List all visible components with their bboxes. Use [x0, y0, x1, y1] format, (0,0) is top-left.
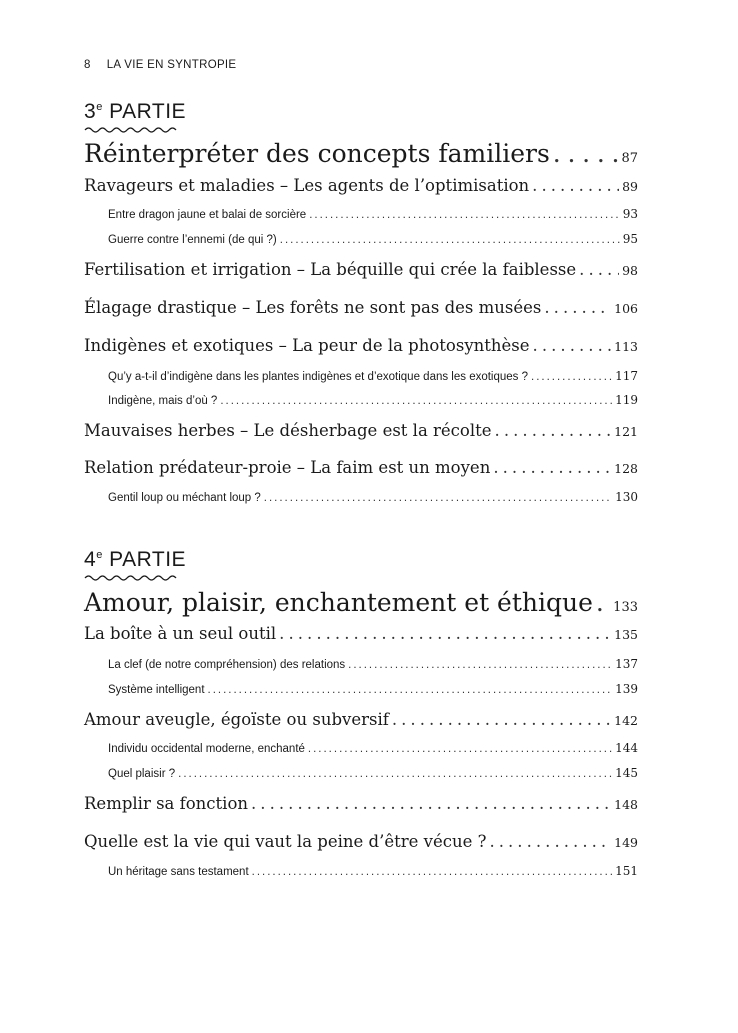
dot-leader — [579, 260, 619, 279]
entry-page: 133 — [613, 600, 638, 615]
dot-leader — [533, 336, 612, 355]
entry-title: Remplir sa fonction — [84, 794, 249, 813]
entry-page: 113 — [614, 339, 638, 354]
dot-leader — [309, 209, 620, 221]
entry-page: 145 — [615, 766, 638, 780]
toc-section-entry[interactable] — [108, 741, 638, 755]
entry-title: Système intelligent — [108, 684, 205, 696]
part-4-number: 4 — [84, 548, 97, 571]
entry-page: 130 — [615, 490, 638, 504]
entry-title: Amour aveugle, égoïste ou subversif — [84, 710, 389, 729]
entry-page: 119 — [615, 393, 638, 407]
entry-page: 98 — [622, 263, 638, 278]
toc-section-entry[interactable] — [108, 490, 638, 504]
dot-leader — [208, 684, 613, 696]
dot-leader — [493, 458, 611, 477]
entry-title: Quelle est la vie qui vaut la peine d’être vécue ? — [84, 832, 487, 851]
toc-chapter-entry[interactable] — [84, 794, 638, 813]
part-3-number: 3 — [84, 100, 97, 123]
part-4-word: PARTIE — [109, 548, 187, 571]
entry-page: 148 — [614, 797, 638, 812]
toc-section-entry[interactable] — [108, 657, 638, 671]
toc-section-entry[interactable] — [108, 369, 638, 383]
toc-part-title[interactable] — [84, 139, 638, 168]
entry-title: Indigène, mais d’où ? — [108, 395, 218, 407]
entry-title: Réinterpréter des concepts familiers — [84, 139, 550, 168]
entry-page: 87 — [621, 151, 638, 166]
entry-page: 149 — [614, 835, 638, 850]
dot-leader — [392, 710, 611, 729]
part-4-label — [84, 548, 186, 572]
dot-leader — [279, 624, 611, 643]
entry-title: Fertilisation et irrigation – La béquille qui crée la faiblesse — [84, 260, 577, 279]
toc-chapter-entry[interactable] — [84, 421, 638, 440]
entry-page: 139 — [615, 682, 638, 696]
entry-page: 121 — [614, 424, 638, 439]
entry-title: Gentil loup ou méchant loup ? — [108, 492, 261, 504]
page-number: 8 — [84, 59, 91, 71]
dot-leader — [220, 395, 612, 407]
entry-page: 144 — [615, 741, 638, 755]
entry-title: Guerre contre l’ennemi (de qui ?) — [108, 234, 277, 246]
entry-title: Amour, plaisir, enchantement et éthique — [84, 588, 593, 617]
toc-chapter-entry[interactable] — [84, 832, 638, 851]
toc-chapter-entry[interactable] — [84, 336, 638, 355]
part-3-word: PARTIE — [109, 100, 187, 123]
toc-chapter-entry[interactable] — [84, 624, 638, 643]
dot-leader — [495, 421, 612, 440]
entry-title: Un héritage sans testament — [108, 866, 249, 878]
dot-leader — [544, 298, 611, 317]
part-4-ordinal-suffix: e — [96, 549, 103, 561]
entry-page: 128 — [614, 461, 638, 476]
dot-leader — [178, 768, 612, 780]
entry-page: 89 — [622, 179, 638, 194]
running-head — [84, 59, 236, 71]
entry-title: Relation prédateur-proie – La faim est un moyen — [84, 458, 491, 477]
wave-ornament-icon — [84, 126, 178, 134]
toc-chapter-entry[interactable] — [84, 298, 638, 317]
entry-page: 135 — [614, 627, 638, 642]
book-title: LA VIE EN SYNTROPIE — [106, 59, 237, 71]
entry-title: La clef (de notre compréhension) des relations — [108, 659, 346, 671]
part-3-heading — [84, 100, 186, 134]
entry-page: 151 — [615, 864, 638, 878]
dot-leader — [489, 832, 611, 851]
toc-section-entry[interactable] — [108, 682, 638, 696]
dot-leader — [348, 659, 612, 671]
part-3-ordinal-suffix: e — [96, 101, 103, 113]
entry-title: Élagage drastique – Les forêts ne sont pas des musées — [84, 298, 542, 317]
entry-page: 95 — [622, 232, 638, 246]
dot-leader — [251, 794, 611, 813]
toc-section-entry[interactable] — [108, 766, 638, 780]
dot-leader — [280, 234, 620, 246]
entry-page: 137 — [615, 657, 638, 671]
entry-title: Indigènes et exotiques – La peur de la photosynthèse — [84, 336, 530, 355]
entry-page: 93 — [622, 207, 638, 221]
entry-page: 106 — [614, 301, 638, 316]
toc-chapter-entry[interactable] — [84, 176, 638, 195]
part-4-heading — [84, 548, 186, 582]
dot-leader — [264, 492, 612, 504]
entry-title: Qu’y a-t-il d’indigène dans les plantes indigènes et d’exotique dans les exotiques ? — [108, 371, 529, 383]
entry-title: Ravageurs et maladies – Les agents de l’optimisation — [84, 176, 530, 195]
toc-chapter-entry[interactable] — [84, 260, 638, 279]
entry-title: Entre dragon jaune et balai de sorcière — [108, 209, 307, 221]
part-3-label — [84, 100, 186, 124]
dot-leader — [532, 176, 619, 195]
toc-section-entry[interactable] — [108, 393, 638, 407]
entry-title: Individu occidental moderne, enchanté — [108, 743, 305, 755]
toc-section-entry[interactable] — [108, 207, 638, 221]
dot-leader — [531, 371, 612, 383]
toc-section-entry[interactable] — [108, 232, 638, 246]
toc-chapter-entry[interactable] — [84, 458, 638, 477]
dot-leader — [553, 139, 619, 168]
toc-chapter-entry[interactable] — [84, 710, 638, 729]
entry-page: 142 — [614, 713, 638, 728]
toc-part-title[interactable] — [84, 588, 638, 617]
wave-ornament-icon — [84, 574, 178, 582]
entry-page: 117 — [615, 369, 638, 383]
dot-leader — [252, 866, 612, 878]
dot-leader — [596, 588, 610, 617]
entry-title: Quel plaisir ? — [108, 768, 176, 780]
entry-title: La boîte à un seul outil — [84, 624, 277, 643]
toc-section-entry[interactable] — [108, 864, 638, 878]
dot-leader — [308, 743, 612, 755]
entry-title: Mauvaises herbes – Le désherbage est la récolte — [84, 421, 492, 440]
